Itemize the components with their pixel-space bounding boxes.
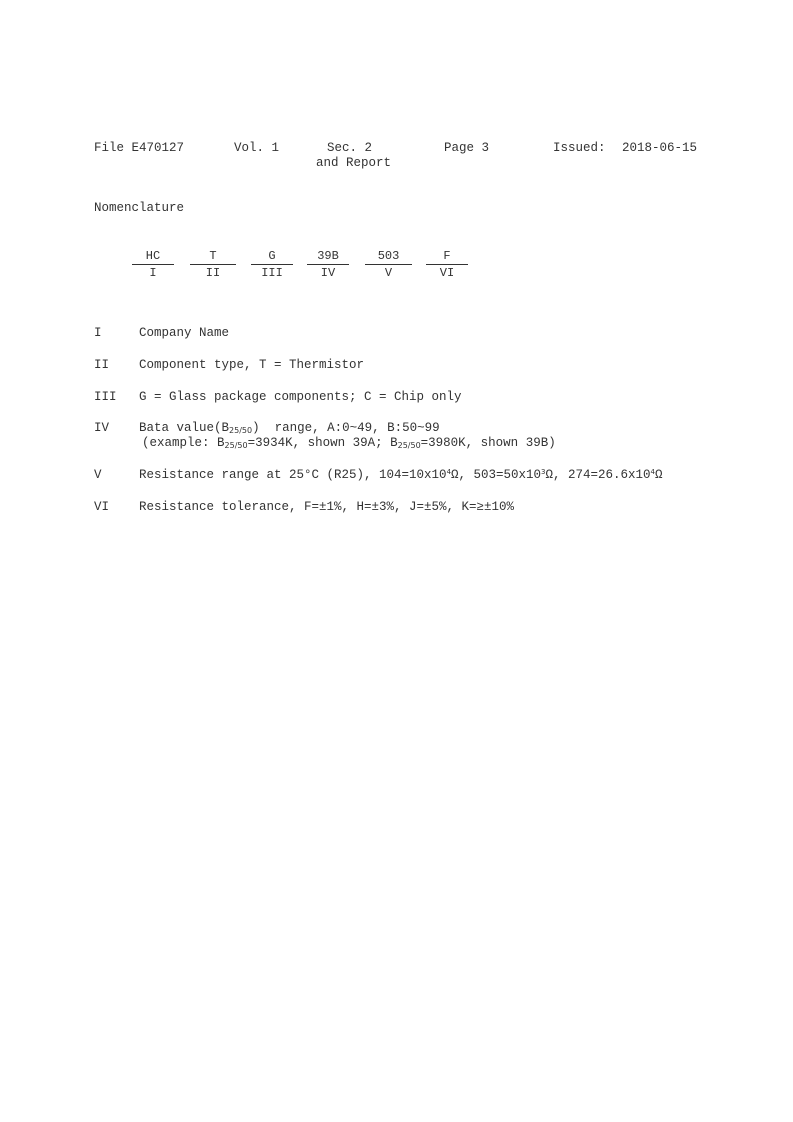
legend-num: II [94,358,110,372]
superscript: 4 [446,468,452,476]
code-part-5 [365,249,412,280]
legend-text: Component type, T = Thermistor [139,358,365,372]
text-segment: Ω, 503=50x10 [451,468,542,482]
header-issued-date: 2018-06-15 [622,141,698,155]
header-issued-label: Issued: [553,141,606,155]
code-part-4 [307,249,349,280]
text-segment: ) range, A:0~49, B:50~99 [252,421,440,435]
code-roman: V [384,266,393,280]
superscript: 4 [650,468,656,476]
legend-text-line2 [142,436,556,451]
text-segment: Resistance range at 25°C (R25), 104=10x10 [139,468,447,482]
code-roman: III [261,266,283,280]
code-value: 503 [365,249,412,265]
legend-text: Company Name [139,326,230,340]
subscript: 25/50 [224,441,248,450]
code-roman: VI [439,266,455,280]
text-segment: =3980K, shown 39B) [420,436,556,450]
text-segment: Ω, 274=26.6x10 [545,468,651,482]
header-page-number: Page 3 [444,141,490,155]
header-file-number: File E470127 [94,141,185,155]
subscript: 25/50 [397,441,421,450]
text-segment: Bata value(B [139,421,230,435]
code-value: 39B [307,249,349,265]
code-value: F [426,249,468,265]
code-value: HC [132,249,174,265]
code-roman: IV [320,266,336,280]
code-value: G [251,249,293,265]
superscript: 3 [541,468,546,476]
legend-text-line1 [139,421,440,436]
code-part-3 [251,249,293,280]
code-part-1 [132,249,174,280]
legend-num: VI [94,500,110,514]
header-volume: Vol. 1 [234,141,280,155]
section-title: Nomenclature [94,201,185,215]
text-segment: (example: B [142,436,225,450]
code-roman: I [149,266,157,280]
legend-num: III [94,390,117,404]
code-roman: II [205,266,221,280]
header-section: Sec. 2 [327,141,373,155]
text-segment: Ω [655,468,663,482]
text-segment: =3934K, shown 39A; B [247,436,398,450]
code-part-6 [426,249,468,280]
subscript: 25/50 [229,426,253,435]
legend-num: V [94,468,102,482]
header-section-subtitle: and Report [316,156,392,170]
legend-text: G = Glass package components; C = Chip only [139,390,462,404]
legend-text [139,468,663,484]
legend-num: IV [94,421,110,435]
code-value: T [190,249,236,265]
legend-text: Resistance tolerance, F=±1%, H=±3%, J=±5%, K=≥±10% [139,500,515,514]
legend-num: I [94,326,102,340]
code-part-2 [190,249,236,280]
